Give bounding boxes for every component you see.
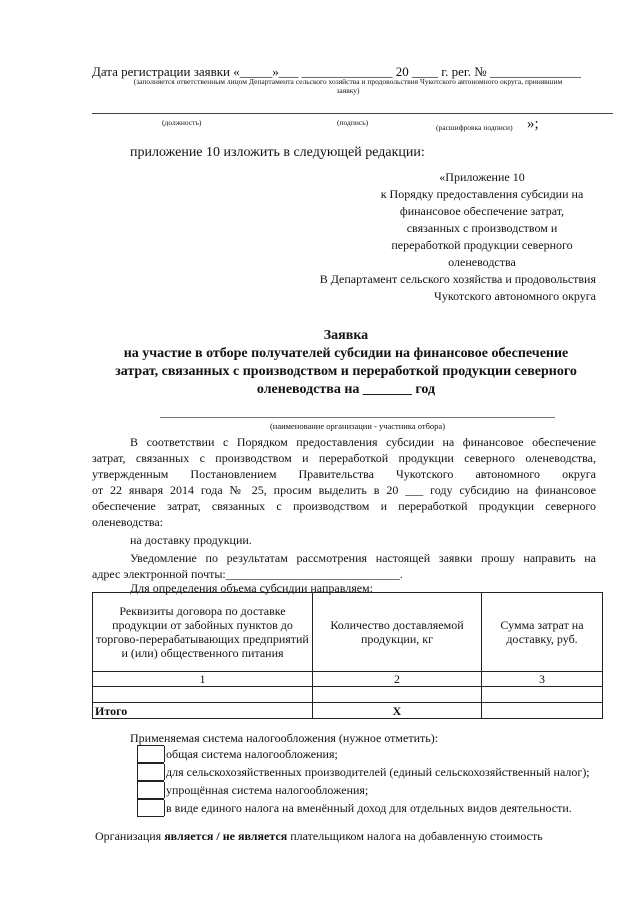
addressee-line1: В Департамент сельского хозяйства и продовольствия [319,272,596,286]
tax-option-label: общая система налогообложения; [166,747,338,761]
body-line: оленеводства: [92,515,163,529]
registration-line: Дата регистрации заявки «_____»___ ______________ 20 ____ г. рег. № ______________ [92,64,581,79]
vat-suffix: плательщиком налога на добавленную стоимость [287,829,543,843]
vat-prefix: Организация [95,829,165,843]
registration-note-line2: заявку) [336,86,360,95]
table-total-row [93,703,603,719]
table-row [93,687,603,703]
vat-line [95,829,543,843]
column-number: 1 [93,672,313,687]
total-label: Итого [93,703,313,719]
body-line: от 22 января 2014 года № 25, просим выделить в 20 ___ году субсидию на финансовое [92,483,596,497]
body-email-line: адрес электронной почты:_____________________________. [92,567,403,581]
table-number-row [93,672,603,687]
intro-text: приложение 10 изложить в следующей редакции: [130,145,425,160]
body-line: затрат, связанных с производством и переработкой продукции северного оленеводства, [92,451,596,465]
organization-caption: (наименование организации - участника отбора) [269,421,446,431]
appendix-line: финансовое обеспечение затрат, [399,204,565,218]
tax-option-label: для сельскохозяйственных производителей (единый сельскохозяйственный налог); [166,765,590,779]
total-mark: X [313,703,482,719]
title-line: Заявка [323,328,369,343]
signature-caption-position: (должность) [162,118,202,127]
document-title [90,327,602,398]
table-header-row [93,593,603,672]
signature-caption-signature: (подпись) [337,118,369,127]
title-line: на участие в отборе получателей субсидии на финансовое обеспечение [123,346,569,361]
header-contract-details: Реквизиты договора по доставке продукции от забойных пунктов до торгово-перерабатывающих предприятий и (или) общественного питания [93,593,313,672]
subsidy-table [92,592,603,719]
header-cost: Сумма затрат на доставку, руб. [482,593,603,672]
appendix-line: оленеводства [448,255,516,269]
column-number: 3 [482,672,603,687]
title-line: затрат, связанных с производством и переработкой продукции северного [115,364,577,379]
total-cost-cell [482,703,603,719]
addressee-line2: Чукотского автономного округа [434,289,596,303]
column-number: 2 [313,672,482,687]
table-intro: Для определения объема субсидии направляем: [130,581,373,595]
table-cell [93,687,313,703]
signature-caption-decoding: (расшифровка подписи) [436,123,513,132]
vat-is: является / не является [164,829,288,843]
header-quantity: Количество доставляемой продукции, кг [313,593,482,672]
body-line: обеспечение затрат, связанных с производством и переработкой продукции северного [92,499,596,513]
registration-closing: »; [527,116,539,132]
tax-option-label: в виде единого налога на вменённый доход для отдельных видов деятельности. [166,801,572,815]
organization-line [160,417,555,418]
tax-heading: Применяемая система налогообложения (нужное отметить): [130,731,439,745]
tax-option-checkbox[interactable] [137,763,164,781]
body-line: утвержденным Постановлением Правительства Чукотского автономного округа [92,467,596,481]
body-line: В соответствии с Порядком предоставления субсидии на финансовое обеспечение [130,435,596,449]
tax-option-checkbox[interactable] [137,781,164,799]
appendix-line: к Порядку предоставления субсидии на [380,187,584,201]
body-delivery-line: на доставку продукции. [130,533,252,547]
tax-option-checkbox[interactable] [137,745,164,763]
signature-line [92,113,613,114]
body-notice-line: Уведомление по результатам рассмотрения настоящей заявки прошу направить на [130,551,596,565]
appendix-block [362,170,602,269]
table-cell [313,687,482,703]
registration-note-line1: (заполняется ответственным лицом Департамента сельского хозяйства и продовольствия Чукотского автономного округа, принявшим [133,77,563,86]
appendix-line: «Приложение 10 [439,170,525,184]
appendix-line: связанных с производством и [406,221,558,235]
appendix-line: переработкой продукции северного [391,238,573,252]
tax-option-label: упрощённая система налогообложения; [166,783,369,797]
body-paragraph [92,435,596,581]
title-line: оленеводства на _______ год [256,382,436,397]
tax-option-checkbox[interactable] [137,799,164,817]
table-cell [482,687,603,703]
